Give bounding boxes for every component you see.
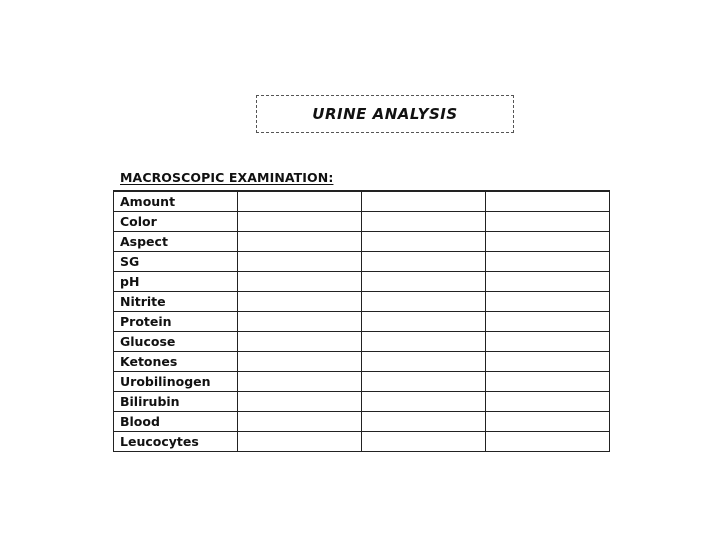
- result-cell[interactable]: [238, 212, 362, 232]
- result-cell[interactable]: [486, 292, 610, 312]
- row-label: pH: [114, 272, 238, 292]
- result-cell[interactable]: [362, 332, 486, 352]
- result-cell[interactable]: [362, 392, 486, 412]
- result-cell[interactable]: [486, 312, 610, 332]
- document-title: URINE ANALYSIS: [312, 105, 458, 123]
- result-cell[interactable]: [362, 412, 486, 432]
- result-cell[interactable]: [486, 252, 610, 272]
- result-cell[interactable]: [238, 352, 362, 372]
- result-cell[interactable]: [362, 212, 486, 232]
- result-cell[interactable]: [486, 392, 610, 412]
- row-label: SG: [114, 252, 238, 272]
- result-cell[interactable]: [362, 312, 486, 332]
- result-cell[interactable]: [486, 191, 610, 212]
- result-cell[interactable]: [238, 252, 362, 272]
- result-cell[interactable]: [238, 232, 362, 252]
- result-cell[interactable]: [238, 191, 362, 212]
- result-cell[interactable]: [486, 272, 610, 292]
- row-label: Bilirubin: [114, 392, 238, 412]
- table-row: [114, 191, 610, 212]
- result-cell[interactable]: [362, 432, 486, 452]
- table-row: [114, 412, 610, 432]
- row-label: Blood: [114, 412, 238, 432]
- result-cell[interactable]: [238, 392, 362, 412]
- result-cell[interactable]: [362, 252, 486, 272]
- row-label: Aspect: [114, 232, 238, 252]
- result-cell[interactable]: [486, 432, 610, 452]
- result-cell[interactable]: [362, 272, 486, 292]
- section-heading: MACROSCOPIC EXAMINATION:: [120, 170, 334, 185]
- result-cell[interactable]: [486, 412, 610, 432]
- row-label: Protein: [114, 312, 238, 332]
- table-body: [114, 191, 610, 452]
- result-cell[interactable]: [238, 272, 362, 292]
- table-row: [114, 372, 610, 392]
- row-label: Color: [114, 212, 238, 232]
- result-cell[interactable]: [238, 292, 362, 312]
- row-label: Nitrite: [114, 292, 238, 312]
- result-cell[interactable]: [486, 212, 610, 232]
- table-row: [114, 432, 610, 452]
- result-cell[interactable]: [486, 232, 610, 252]
- row-label: Urobilinogen: [114, 372, 238, 392]
- row-label: Leucocytes: [114, 432, 238, 452]
- result-cell[interactable]: [238, 432, 362, 452]
- result-cell[interactable]: [486, 352, 610, 372]
- result-cell[interactable]: [238, 412, 362, 432]
- table-row: [114, 252, 610, 272]
- result-cell[interactable]: [362, 232, 486, 252]
- table-row: [114, 312, 610, 332]
- result-cell[interactable]: [486, 332, 610, 352]
- table-row: [114, 352, 610, 372]
- result-cell[interactable]: [362, 372, 486, 392]
- result-cell[interactable]: [486, 372, 610, 392]
- row-label: Ketones: [114, 352, 238, 372]
- result-cell[interactable]: [362, 292, 486, 312]
- row-label: Amount: [114, 191, 238, 212]
- result-cell[interactable]: [238, 312, 362, 332]
- result-cell[interactable]: [362, 352, 486, 372]
- result-cell[interactable]: [238, 332, 362, 352]
- result-cell[interactable]: [238, 372, 362, 392]
- table-row: [114, 212, 610, 232]
- title-box: [256, 95, 514, 133]
- table-row: [114, 332, 610, 352]
- table-row: [114, 392, 610, 412]
- table-row: [114, 232, 610, 252]
- table-row: [114, 272, 610, 292]
- macroscopic-examination-table: [113, 190, 610, 452]
- result-cell[interactable]: [362, 191, 486, 212]
- table-row: [114, 292, 610, 312]
- row-label: Glucose: [114, 332, 238, 352]
